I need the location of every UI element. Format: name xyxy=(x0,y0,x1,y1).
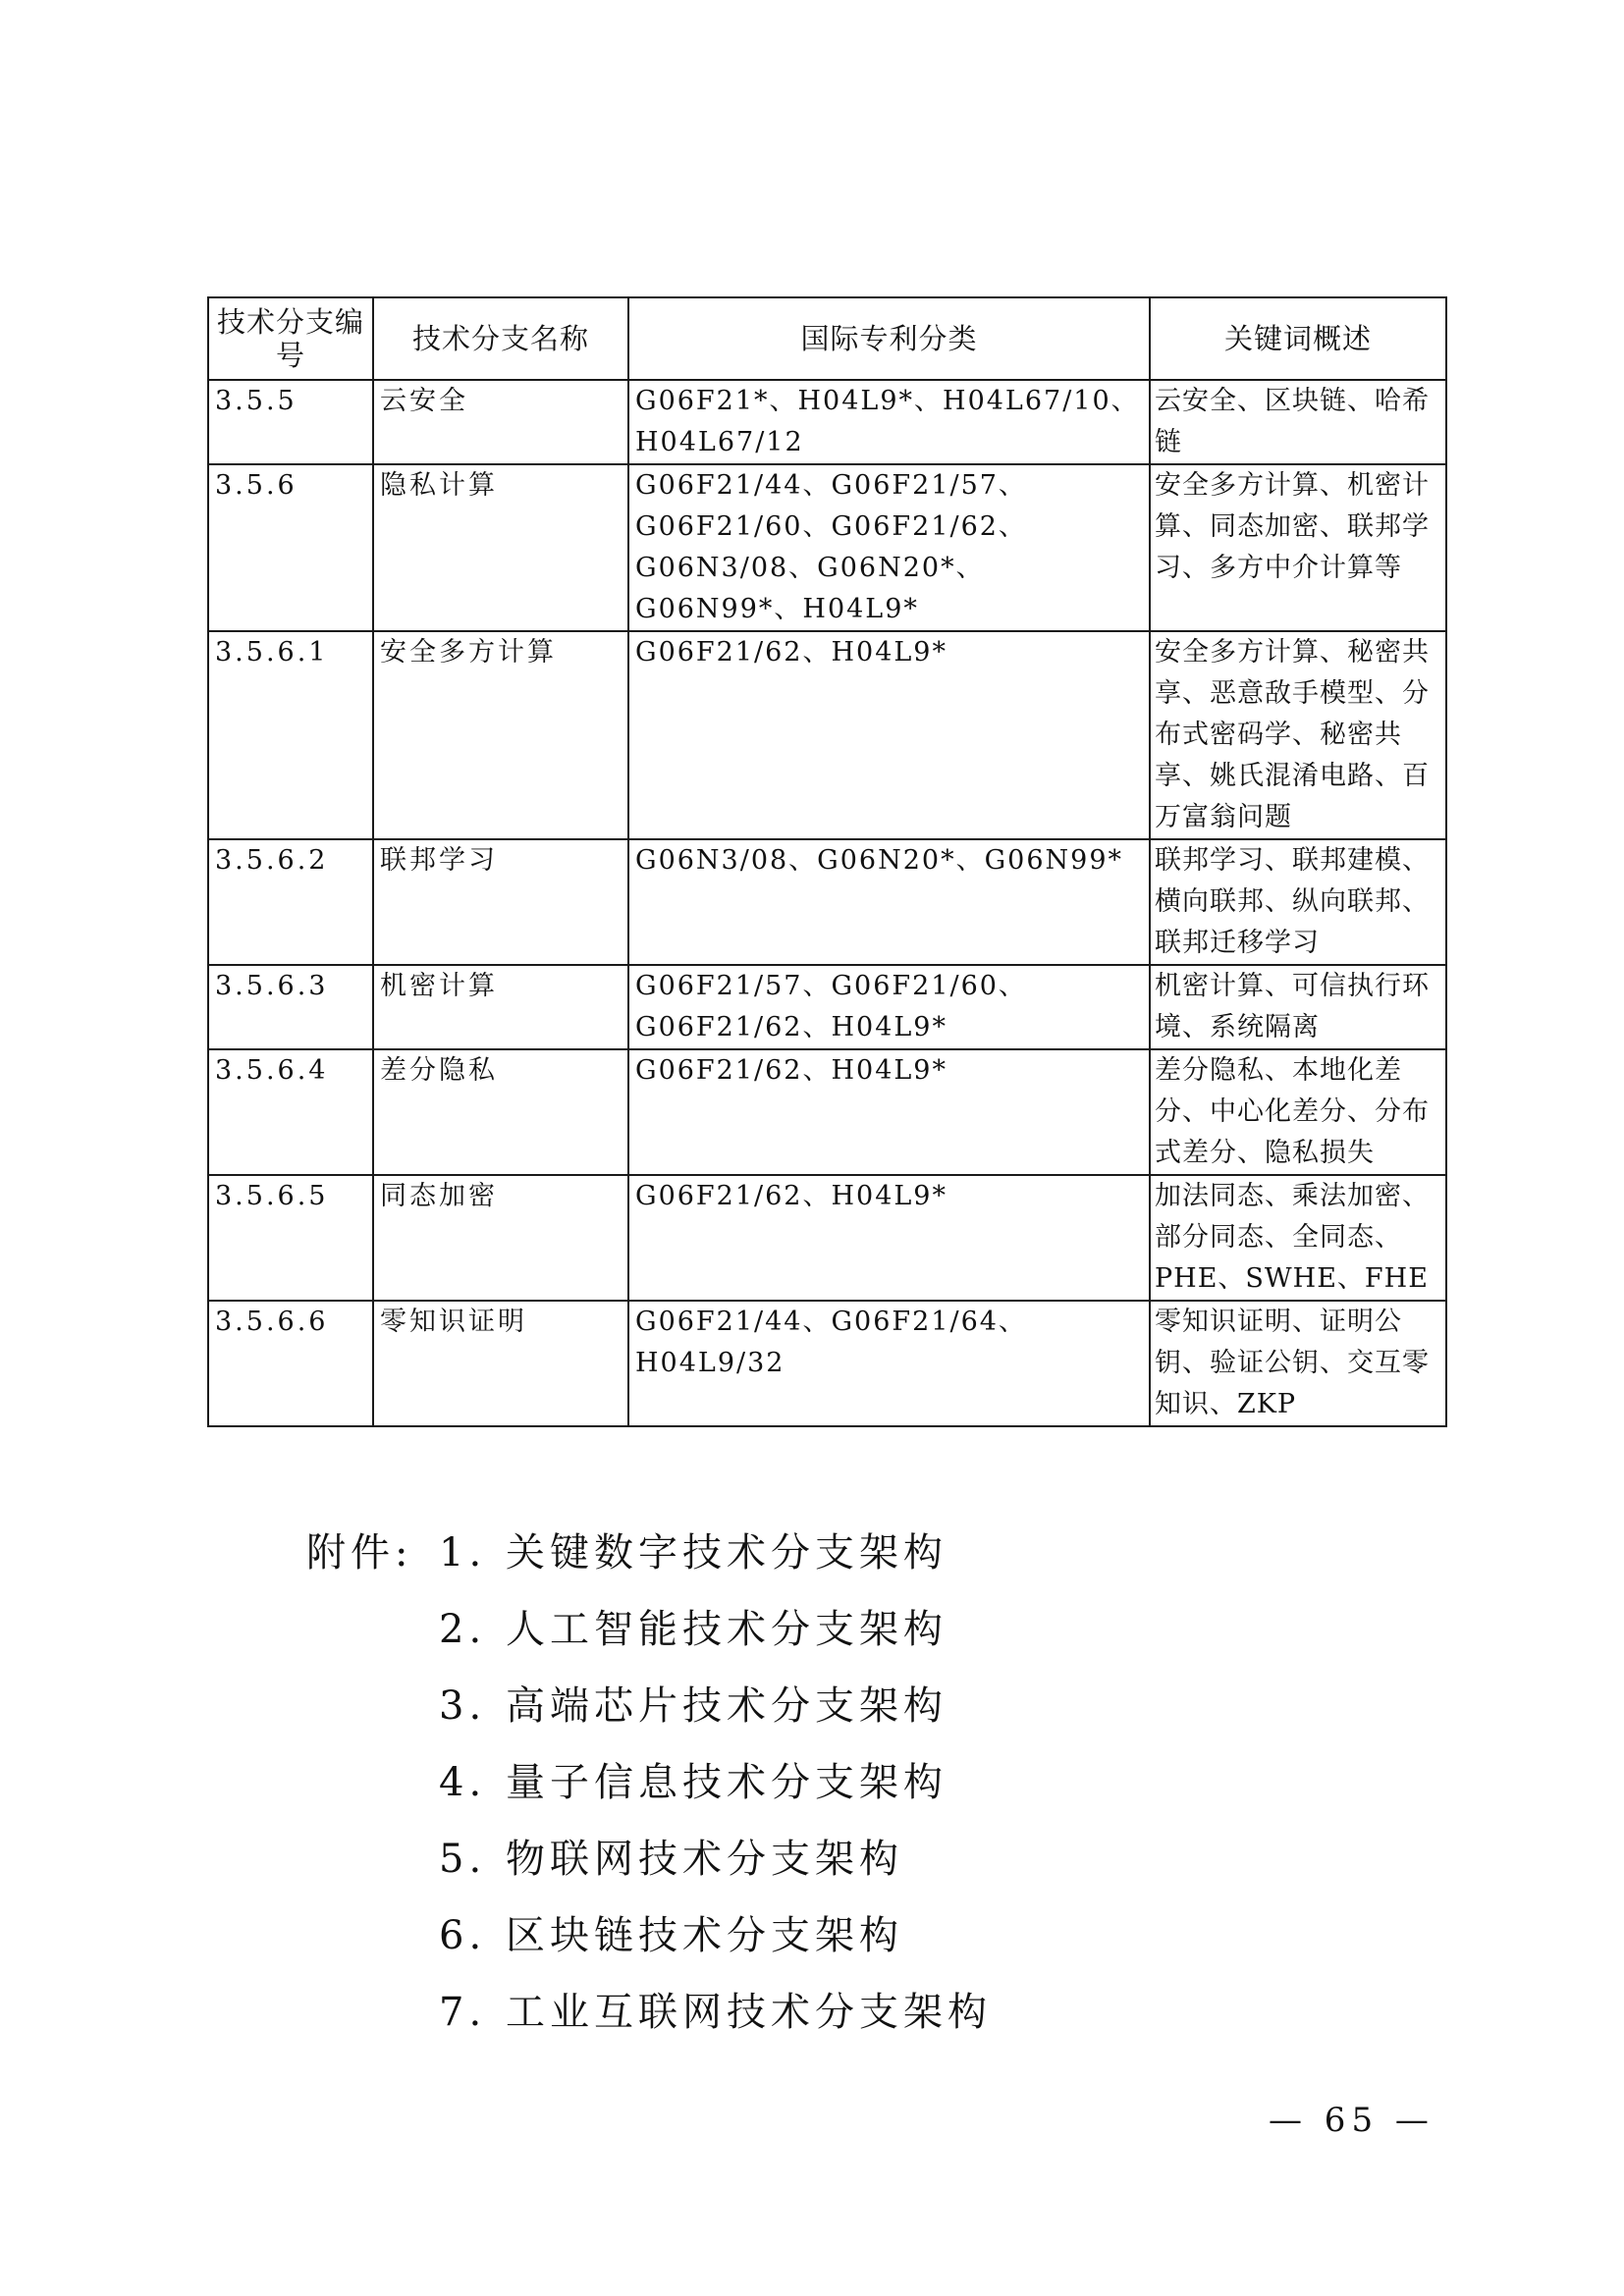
table-row xyxy=(208,1049,1446,1175)
cell-branch-name: 同态加密 xyxy=(373,1175,628,1301)
attachment-item xyxy=(306,1974,992,2051)
header-branch-code: 技术分支编号 xyxy=(208,297,373,380)
table-row xyxy=(208,839,1446,965)
cell-keywords: 联邦学习、联邦建模、横向联邦、纵向联邦、联邦迁移学习 xyxy=(1150,839,1446,965)
attachment-number: 4. xyxy=(439,1760,487,1805)
attachment-number: 2. xyxy=(439,1607,487,1652)
cell-branch-name: 零知识证明 xyxy=(373,1301,628,1426)
cell-keywords: 机密计算、可信执行环境、系统隔离 xyxy=(1150,965,1446,1049)
cell-branch-code: 3.5.6.4 xyxy=(208,1049,373,1175)
attachment-number: 3. xyxy=(439,1683,487,1729)
attachments-label: 附件: xyxy=(306,1530,413,1575)
attachments-list xyxy=(306,1515,992,2051)
cell-branch-name: 机密计算 xyxy=(373,965,628,1049)
cell-branch-name: 安全多方计算 xyxy=(373,631,628,839)
attachment-title: 量子信息技术分支架构 xyxy=(506,1760,947,1805)
table-header xyxy=(208,297,1446,380)
attachment-item xyxy=(306,1591,992,1668)
attachment-title: 物联网技术分支架构 xyxy=(506,1837,903,1882)
attachment-item xyxy=(306,1668,992,1744)
cell-ipc: G06F21/57、G06F21/60、G06F21/62、H04L9* xyxy=(628,965,1150,1049)
cell-keywords: 差分隐私、本地化差分、中心化差分、分布式差分、隐私损失 xyxy=(1150,1049,1446,1175)
cell-ipc: G06F21*、H04L9*、H04L67/10、H04L67/12 xyxy=(628,380,1150,464)
table-row xyxy=(208,1301,1446,1426)
attachment-item xyxy=(306,1821,992,1897)
cell-branch-code: 3.5.6.1 xyxy=(208,631,373,839)
attachment-number: 7. xyxy=(439,1990,487,2035)
header-branch-name: 技术分支名称 xyxy=(373,297,628,380)
page-number: — 65 — xyxy=(1269,2101,1435,2140)
cell-ipc: G06F21/62、H04L9* xyxy=(628,631,1150,839)
cell-branch-code: 3.5.6.3 xyxy=(208,965,373,1049)
attachment-item xyxy=(306,1515,992,1591)
attachment-item xyxy=(306,1744,992,1821)
cell-branch-code: 3.5.6.5 xyxy=(208,1175,373,1301)
attachment-title: 区块链技术分支架构 xyxy=(506,1913,903,1958)
cell-ipc: G06F21/44、G06F21/64、H04L9/32 xyxy=(628,1301,1150,1426)
table-row xyxy=(208,1175,1446,1301)
table-header-row xyxy=(208,297,1446,380)
attachment-title: 工业互联网技术分支架构 xyxy=(506,1990,992,2035)
header-ipc: 国际专利分类 xyxy=(628,297,1150,380)
table-body xyxy=(208,380,1446,1426)
cell-keywords: 零知识证明、证明公钥、验证公钥、交互零知识、ZKP xyxy=(1150,1301,1446,1426)
table-row xyxy=(208,631,1446,839)
cell-branch-name: 差分隐私 xyxy=(373,1049,628,1175)
cell-branch-name: 隐私计算 xyxy=(373,464,628,631)
cell-ipc: G06F21/62、H04L9* xyxy=(628,1049,1150,1175)
cell-keywords: 云安全、区块链、哈希链 xyxy=(1150,380,1446,464)
cell-ipc: G06N3/08、G06N20*、G06N99* xyxy=(628,839,1150,965)
attachment-item xyxy=(306,1897,992,1974)
attachment-title: 关键数字技术分支架构 xyxy=(506,1530,947,1575)
cell-keywords: 安全多方计算、机密计算、同态加密、联邦学习、多方中介计算等 xyxy=(1150,464,1446,631)
cell-branch-name: 联邦学习 xyxy=(373,839,628,965)
tech-branch-table xyxy=(207,296,1447,1427)
cell-keywords: 安全多方计算、秘密共享、恶意敌手模型、分布式密码学、秘密共享、姚氏混淆电路、百万富翁问题 xyxy=(1150,631,1446,839)
cell-ipc: G06F21/44、G06F21/57、G06F21/60、G06F21/62、G06N3/08、G06N20*、G06N99*、H04L9* xyxy=(628,464,1150,631)
attachment-number: 6. xyxy=(439,1913,487,1958)
attachment-number: 1. xyxy=(439,1530,487,1575)
attachment-title: 高端芯片技术分支架构 xyxy=(506,1683,947,1729)
cell-branch-code: 3.5.6.2 xyxy=(208,839,373,965)
cell-branch-code: 3.5.5 xyxy=(208,380,373,464)
cell-branch-name: 云安全 xyxy=(373,380,628,464)
attachment-title: 人工智能技术分支架构 xyxy=(506,1607,947,1652)
table-row xyxy=(208,380,1446,464)
header-keywords: 关键词概述 xyxy=(1150,297,1446,380)
cell-keywords: 加法同态、乘法加密、部分同态、全同态、PHE、SWHE、FHE xyxy=(1150,1175,1446,1301)
cell-branch-code: 3.5.6.6 xyxy=(208,1301,373,1426)
cell-branch-code: 3.5.6 xyxy=(208,464,373,631)
cell-ipc: G06F21/62、H04L9* xyxy=(628,1175,1150,1301)
table-row xyxy=(208,464,1446,631)
table-row xyxy=(208,965,1446,1049)
attachment-number: 5. xyxy=(439,1837,487,1882)
